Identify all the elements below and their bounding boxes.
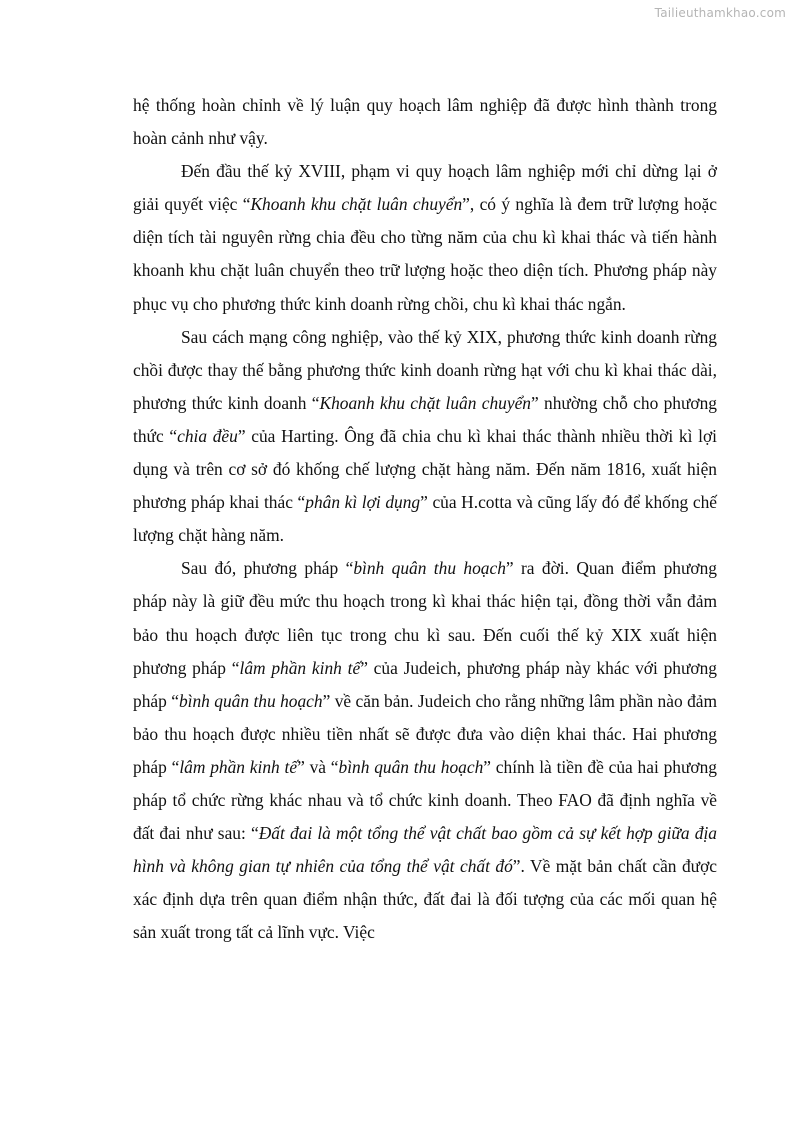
text-run: ” và “ — [297, 756, 339, 777]
text-run: Sau đó, phương pháp “ — [181, 558, 354, 579]
italic-term: bình quân thu hoạch — [178, 690, 323, 711]
text-run: ” chính là tiền đề của hai phương pháp tổ chức rừng khác nhau và tổ chức kinh doanh. Theo FAO đã định nghĩa về đất đai như sau: “ — [133, 756, 717, 844]
body-text — [133, 89, 717, 949]
italic-term: lâm phần kinh tế — [179, 756, 298, 777]
italic-term: lâm phần kinh tế — [239, 657, 361, 678]
italic-term: chia đều — [177, 425, 238, 446]
text-run: ” của Judeich, phương pháp này khác với phương pháp “ — [133, 657, 717, 711]
text-run: ” ra đời. Quan điểm phương pháp này là giữ đều mức thu hoạch trong kì khai thác hiện tại, đồng thời vẫn đảm bảo thu hoạch được liên tục trong chu kì sau. Đến cuối thế kỷ XIX xuất hiện phương pháp “ — [133, 558, 717, 678]
paragraph — [133, 321, 717, 553]
text-run: hệ thống hoàn chỉnh về lý luận quy hoạch lâm nghiệp đã được hình thành trong hoàn cảnh như vậy. — [133, 95, 717, 149]
text-run: ”, có ý nghĩa là đem trữ lượng hoặc diện tích tài nguyên rừng chia đều cho từng năm của chu kì khai thác và tiến hành khoanh khu chặt luân chuyển theo trữ lượng hoặc theo diện tích. Phương pháp này phục vụ cho phương thức kinh doanh rừng chồi, chu kì khai thác ngắn. — [133, 194, 717, 314]
italic-term: Đất đai là một tổng thể vật chất bao gồm cả sự kết hợp giữa địa hình và không gian tự nhiên của tổng thể vật chất đó — [133, 823, 717, 877]
italic-term: bình quân thu hoạch — [353, 558, 506, 579]
text-run: Đến đầu thế kỷ XVIII, phạm vi quy hoạch lâm nghiệp mới chỉ dừng lại ở giải quyết việc “ — [133, 161, 717, 215]
text-run: Sau cách mạng công nghiệp, vào thế kỷ XIX, phương thức kinh doanh rừng chồi được thay thế bằng phương thức kinh doanh rừng hạt với chu kì khai thác dài, phương thức kinh doanh “ — [133, 326, 717, 413]
text-run: ” nhường chỗ cho phương thức “ — [133, 392, 717, 446]
text-run: ” của H.cotta và cũng lấy đó để khống chế lượng chặt hàng năm. — [133, 492, 717, 546]
paragraph — [133, 552, 717, 949]
text-run: ” về căn bản. Judeich cho rằng những lâm phần nào đảm bảo thu hoạch được nhiều tiền nhất sẽ được đưa vào diện khai thác. Hai phương pháp “ — [133, 690, 718, 777]
italic-term: phân kì lợi dụng — [305, 492, 421, 513]
site-watermark: Tailieuthamkhao.com — [654, 6, 786, 20]
italic-term: Khoanh khu chặt luân chuyển — [319, 392, 531, 413]
italic-term: bình quân thu hoạch — [338, 756, 484, 777]
text-run: ” của Harting. Ông đã chia chu kì khai thác thành nhiều thời kì lợi dụng và trên cơ sở đó khống chế lượng chặt hàng năm. Đến năm 1816, xuất hiện phương pháp khai thác “ — [133, 425, 717, 513]
text-run: ”. Về mặt bản chất cần được xác định dựa trên quan điểm nhận thức, đất đai là đối tượng của các mối quan hệ sản xuất trong tất cả lĩnh vực. Việc — [133, 856, 717, 943]
paragraph — [133, 89, 717, 155]
paragraph — [133, 155, 717, 320]
italic-term: Khoanh khu chặt luân chuyển — [250, 194, 463, 215]
